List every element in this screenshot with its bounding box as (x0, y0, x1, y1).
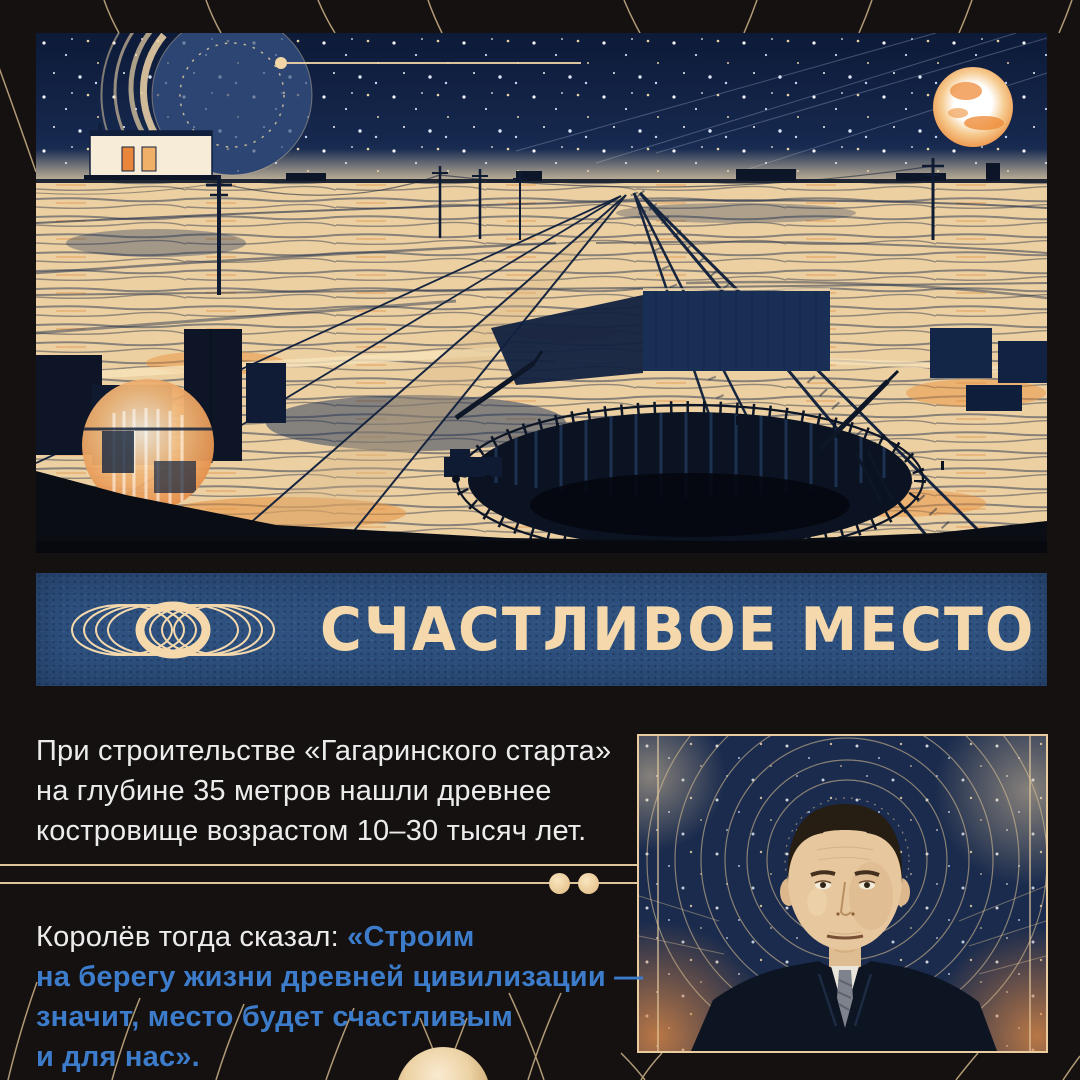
orbit-rings-icon (70, 599, 276, 661)
title-banner (36, 573, 1047, 686)
korolev-portrait (639, 736, 1046, 1051)
dot-decoration (549, 873, 570, 894)
quote-line: и для нас». (36, 1041, 200, 1073)
page-title: СЧАСТЛИВОЕ МЕСТО (320, 595, 1036, 664)
intro-line: костровище возрастом 10–30 тысяч лет. (36, 815, 587, 847)
horizon-building (84, 123, 218, 180)
sun-motif (933, 67, 1013, 147)
intro-paragraph (36, 731, 611, 851)
intro-line: на глубине 35 метров нашли древнее (36, 775, 552, 807)
quote-prefix: Королёв тогда сказал: (36, 921, 348, 953)
divider-line (0, 882, 637, 884)
intro-line: При строительстве «Гагаринского старта» (36, 735, 612, 767)
quote-paragraph (36, 917, 643, 1077)
baikonur-construction-illustration (36, 33, 1047, 553)
korolev-portrait-frame (637, 734, 1048, 1053)
quote-line: значит, место будет счастливым (36, 1001, 513, 1033)
quote-highlight: «Строим (347, 921, 475, 953)
dot-decoration (578, 873, 599, 894)
divider-line (0, 864, 637, 866)
quote-line: на берегу жизни древней цивилизации — (36, 961, 644, 993)
